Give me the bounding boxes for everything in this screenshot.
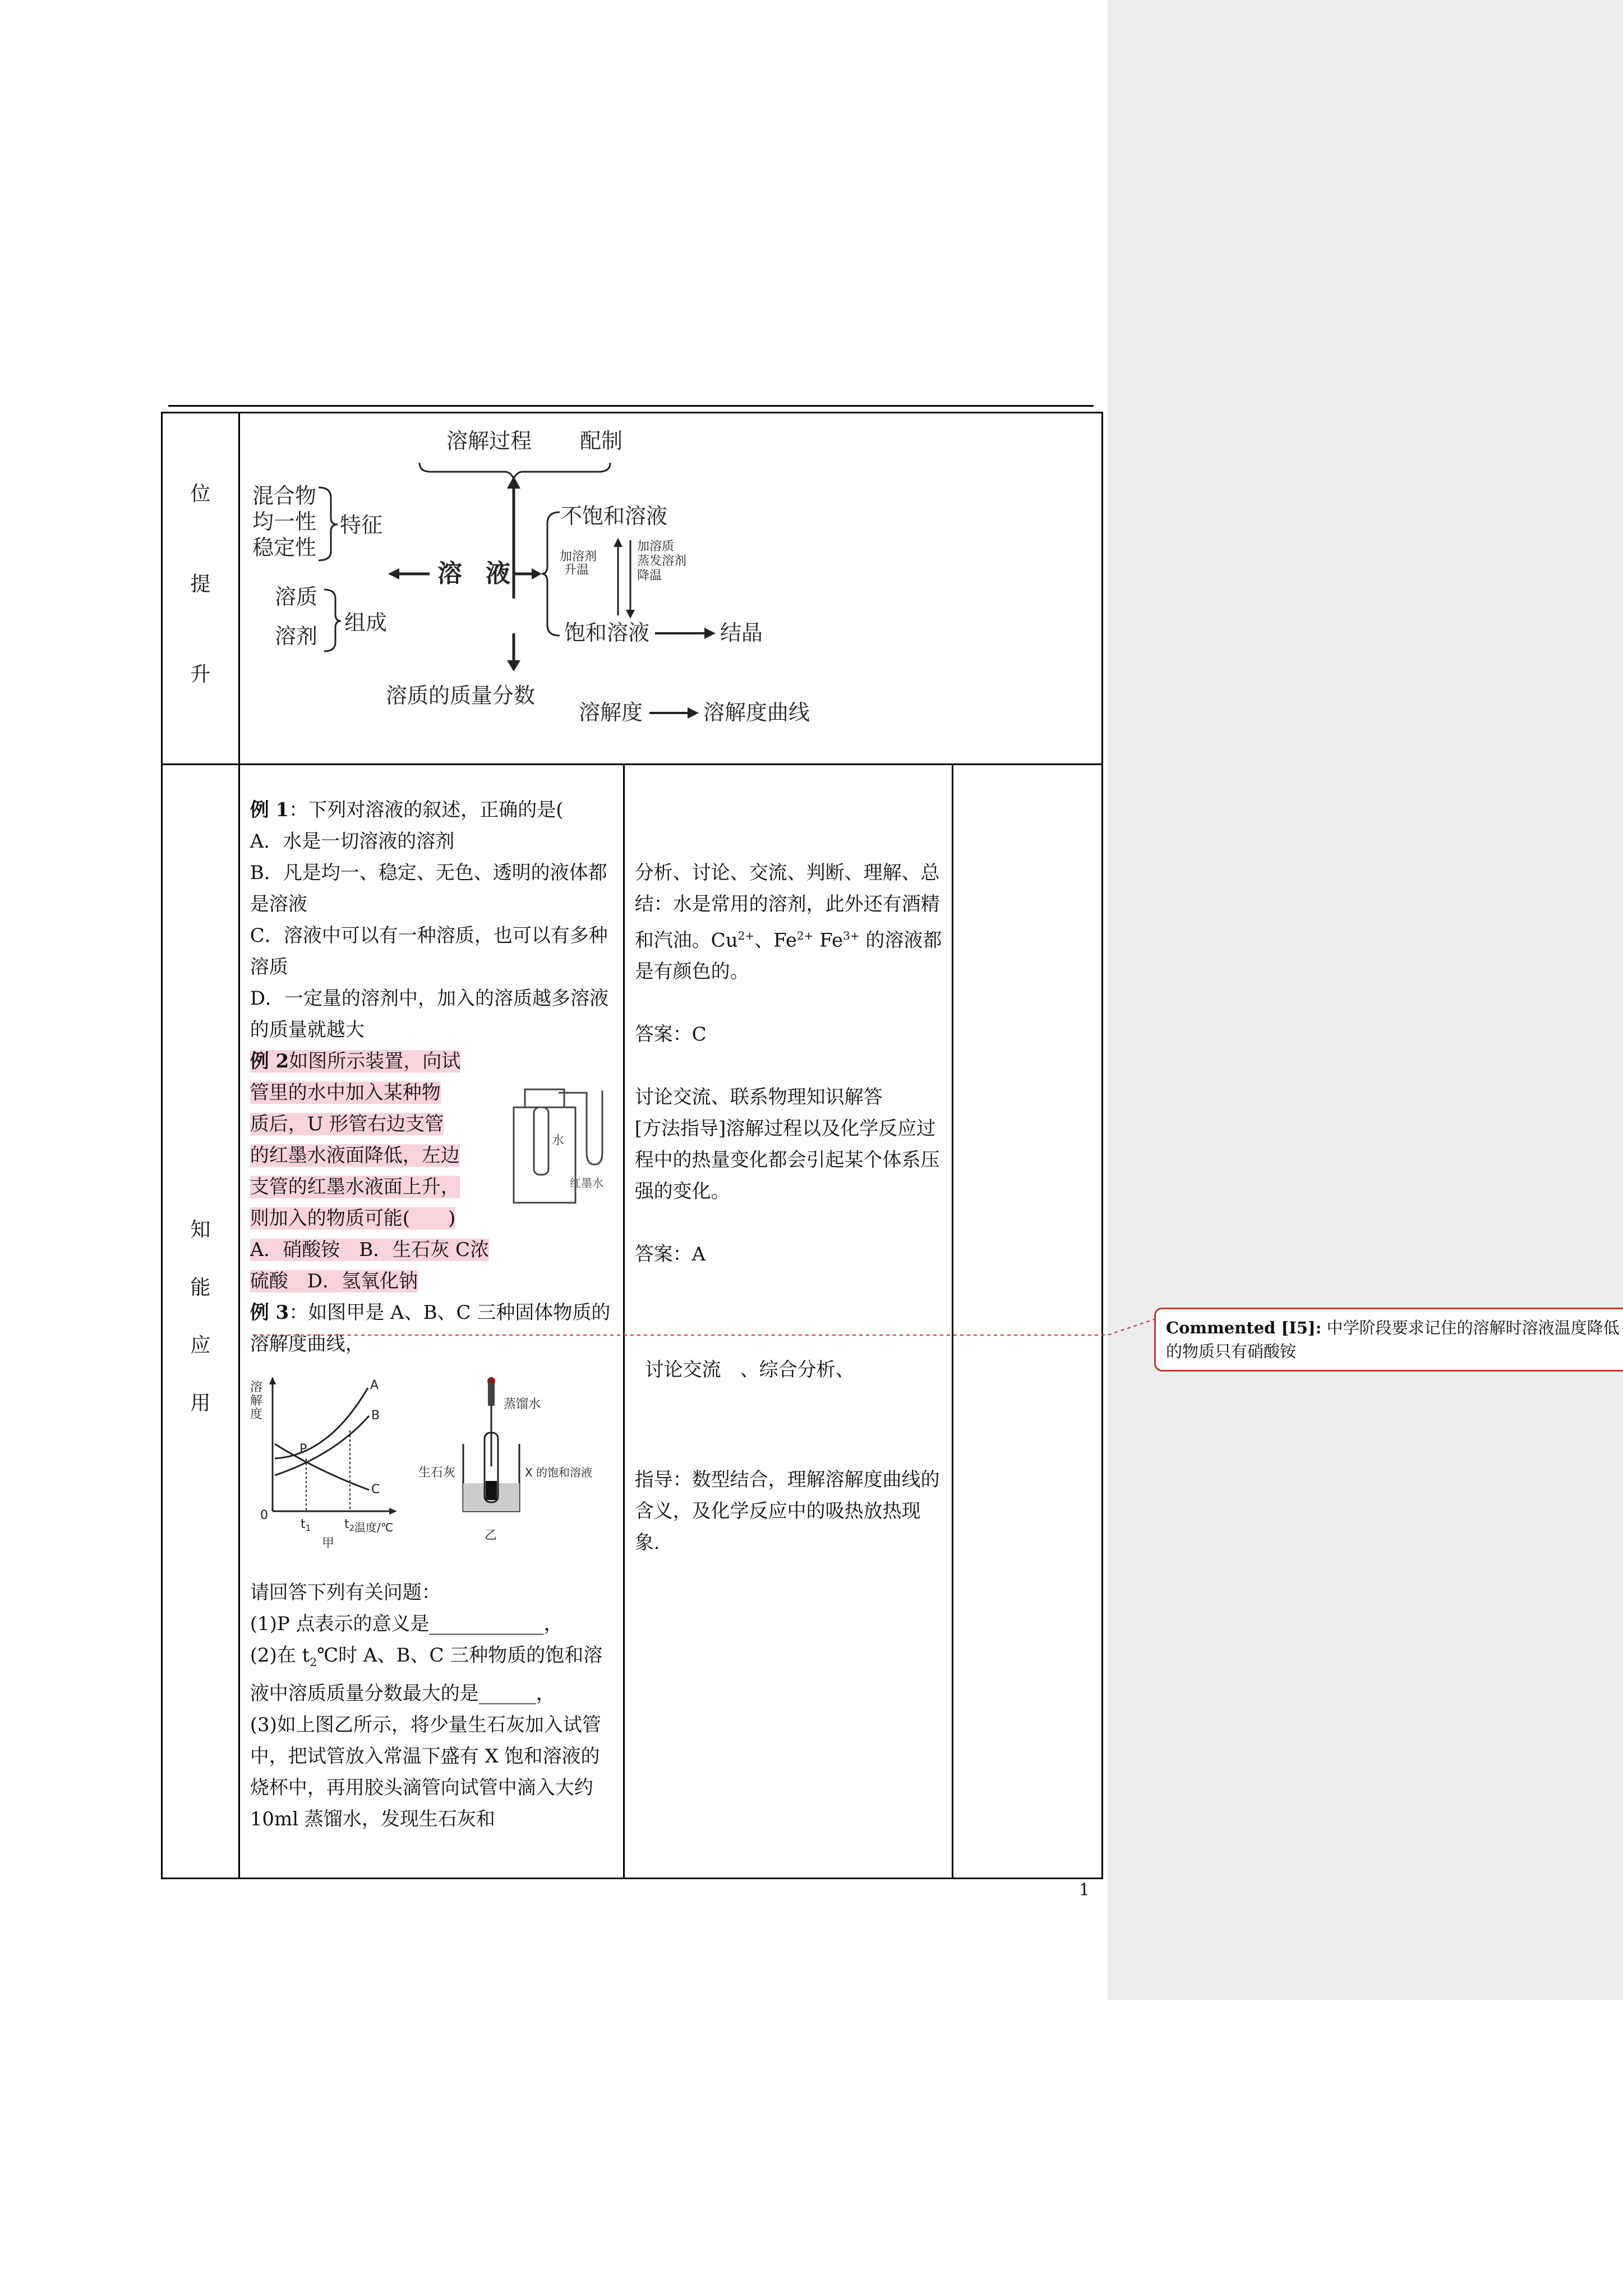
analysis-5: 指导：数型结合，理解溶解度曲线的含义，及化学反应中的吸热放热现象. [634, 1469, 940, 1554]
apparatus-water-label: 水 [551, 1134, 564, 1148]
comment-text: 中学阶段要求记住的溶解时溶液温度降低的物质只有硝酸铵 [1166, 1318, 1620, 1361]
fig-caption-left: 甲 [321, 1536, 334, 1550]
side-char: 知 [190, 1218, 211, 1241]
analysis-3: [方法指导]溶解过程以及化学反应过程中的热量变化都会引起某个体系压强的变化。 [634, 1117, 940, 1203]
map-dissolve-process: 溶解过程 [446, 429, 532, 453]
concept-map-cell [239, 413, 1102, 765]
map-center-1: 溶 [437, 559, 462, 588]
solubility-figure [250, 1371, 609, 1550]
example-2-line: 质后，U 形管右边支管 [250, 1113, 444, 1135]
comment-author: Commented [I5]: [1166, 1318, 1322, 1337]
map-solubility-curve: 溶解度曲线 [703, 700, 810, 725]
example-2-line: 如图所示装置，向试 [289, 1050, 461, 1073]
map-solvent: 溶剂 [274, 624, 317, 648]
side-char: 能 [190, 1276, 211, 1299]
map-mass-fraction: 溶质的质量分数 [385, 683, 535, 708]
fig-point-p: P [299, 1442, 307, 1456]
example-3-title: 例 3 [250, 1301, 289, 1324]
example-2 [250, 1046, 613, 1234]
examples-cell [239, 765, 624, 1879]
example-2-line: 管里的水中加入某种物 [250, 1082, 441, 1104]
apparatus-ink-label: 红墨水 [569, 1176, 603, 1190]
fig-distilled-water: 蒸馏水 [503, 1397, 541, 1411]
side-label-application [162, 765, 239, 1879]
analysis-1: 分析、讨论、交流、判断、理解、总结：水是常用的溶剂，此外还有酒精和汽油。$Cu^{2+}$、$Fe^{2+}$ $Fe^{3+}$ 的溶液都是有颜色的。 [634, 862, 942, 983]
side-char: 升 [190, 663, 211, 686]
example-1-option-a: A．水是一切溶液的溶剂 [250, 830, 455, 853]
map-crystallize: 结晶 [720, 620, 763, 645]
answer-2: 答案：A [634, 1243, 706, 1266]
example-2-line: 的红墨水液面降低，左边 [250, 1144, 460, 1167]
side-char: 提 [190, 573, 211, 596]
map-composition: 组成 [344, 610, 387, 635]
example-1 [250, 794, 613, 826]
example-2-title: 例 2 [250, 1050, 289, 1073]
fig-ylabel-2: 解 [250, 1394, 262, 1408]
fig-ylabel-3: 度 [250, 1407, 262, 1421]
answer-1: 答案：C [634, 1023, 707, 1046]
example-3 [250, 1297, 613, 1360]
example-1-option-b: B．凡是均一、稳定、无色、透明的液体都是溶液 [250, 862, 607, 915]
questions-intro: 请回答下列有关问题： [250, 1581, 441, 1604]
fig-ylabel-1: 溶 [250, 1381, 262, 1395]
notes-cell [953, 765, 1103, 1879]
example-2-options-1: A．硝酸铵 B．生石灰 C浓 [250, 1239, 490, 1261]
map-stability: 稳定性 [252, 535, 316, 560]
example-2-apparatus [502, 1068, 615, 1208]
lesson-table [161, 412, 1103, 1879]
side-char: 应 [190, 1334, 211, 1357]
fig-xlabel: 温度/℃ [354, 1521, 393, 1534]
analysis-cell [624, 765, 953, 1879]
example-3-question: ：如图甲是 A、B、C 三种固体物质的溶解度曲线， [250, 1301, 611, 1355]
side-label-upgrade [162, 413, 239, 765]
map-note-down-1: 加溶质 [637, 540, 674, 554]
map-uniformity: 均一性 [252, 509, 316, 534]
page-number: 1 [1079, 1880, 1090, 1900]
map-center-2: 液 [485, 559, 510, 588]
svg-text:t2 [344, 1517, 354, 1533]
example-1-option-c: C．溶液中可以有一种溶质，也可以有多种溶质 [250, 924, 608, 978]
fig-t2: t [344, 1517, 349, 1531]
fig-curve-b: B [371, 1409, 380, 1423]
map-mixture: 混合物 [252, 484, 316, 508]
fig-origin: 0 [260, 1508, 268, 1522]
fig-x-solution: X 的饱和溶液 [524, 1466, 592, 1479]
map-note-down-2: 蒸发溶剂 [637, 554, 686, 568]
map-prepare: 配制 [579, 429, 623, 453]
side-char: 用 [190, 1392, 211, 1415]
question-2: (2)在 $t_2℃$时 A、B、C 三种物质的饱和溶液中溶质质量分数最大的是______， [250, 1644, 603, 1705]
fig-t2-sub: 2 [349, 1523, 354, 1533]
comment-margin [1108, 0, 1623, 2000]
map-note-up-1: 加溶剂 [559, 550, 597, 564]
fig-t1-sub: 1 [305, 1523, 311, 1533]
side-char: 位 [190, 482, 211, 505]
fig-quicklime: 生石灰 [418, 1466, 455, 1480]
map-feature: 特征 [339, 513, 382, 537]
question-3: (3)如上图乙所示，将少量生石灰加入试管中，把试管放入常温下盛有 X 饱和溶液的烧杯中，再用胶头滴管向试管中滴入大约 10ml 蒸馏水，发现生石灰和 [250, 1713, 601, 1830]
fig-curve-c: C [371, 1483, 380, 1497]
example-1-question: ：下列对溶液的叙述，正确的是( [289, 799, 564, 821]
map-unsaturated: 不饱和溶液 [560, 504, 667, 528]
fig-curve-a: A [370, 1378, 379, 1392]
example-2-options-2: 硫酸 D．氢氧化钠 [250, 1270, 418, 1292]
concept-map [240, 413, 1098, 761]
analysis-2: 讨论交流、联系物理知识解答 [634, 1086, 883, 1109]
map-saturated: 饱和溶液 [564, 620, 649, 645]
question-1: (1)P 点表示的意义是____________， [250, 1613, 563, 1635]
example-1-title: 例 1 [250, 799, 289, 821]
map-solubility: 溶解度 [578, 700, 643, 725]
map-note-up-2: 升温 [564, 563, 589, 577]
review-comment[interactable] [1154, 1308, 1623, 1372]
header-rule [168, 405, 1094, 407]
map-note-down-3: 降温 [637, 569, 662, 583]
fig-t1: t [300, 1517, 306, 1531]
analysis-4: 讨论交流 、综合分析、 [644, 1359, 855, 1382]
example-2-line: 则加入的物质可能( ) [250, 1207, 456, 1230]
fig-caption-right: 乙 [484, 1529, 497, 1543]
svg-text:t1 [301, 1517, 311, 1533]
map-solute: 溶质 [274, 585, 317, 609]
example-2-line: 支管的红墨水液面上升， [250, 1176, 460, 1198]
example-1-option-d: D．一定量的溶剂中，加入的溶质越多溶液的质量就越大 [250, 987, 608, 1041]
